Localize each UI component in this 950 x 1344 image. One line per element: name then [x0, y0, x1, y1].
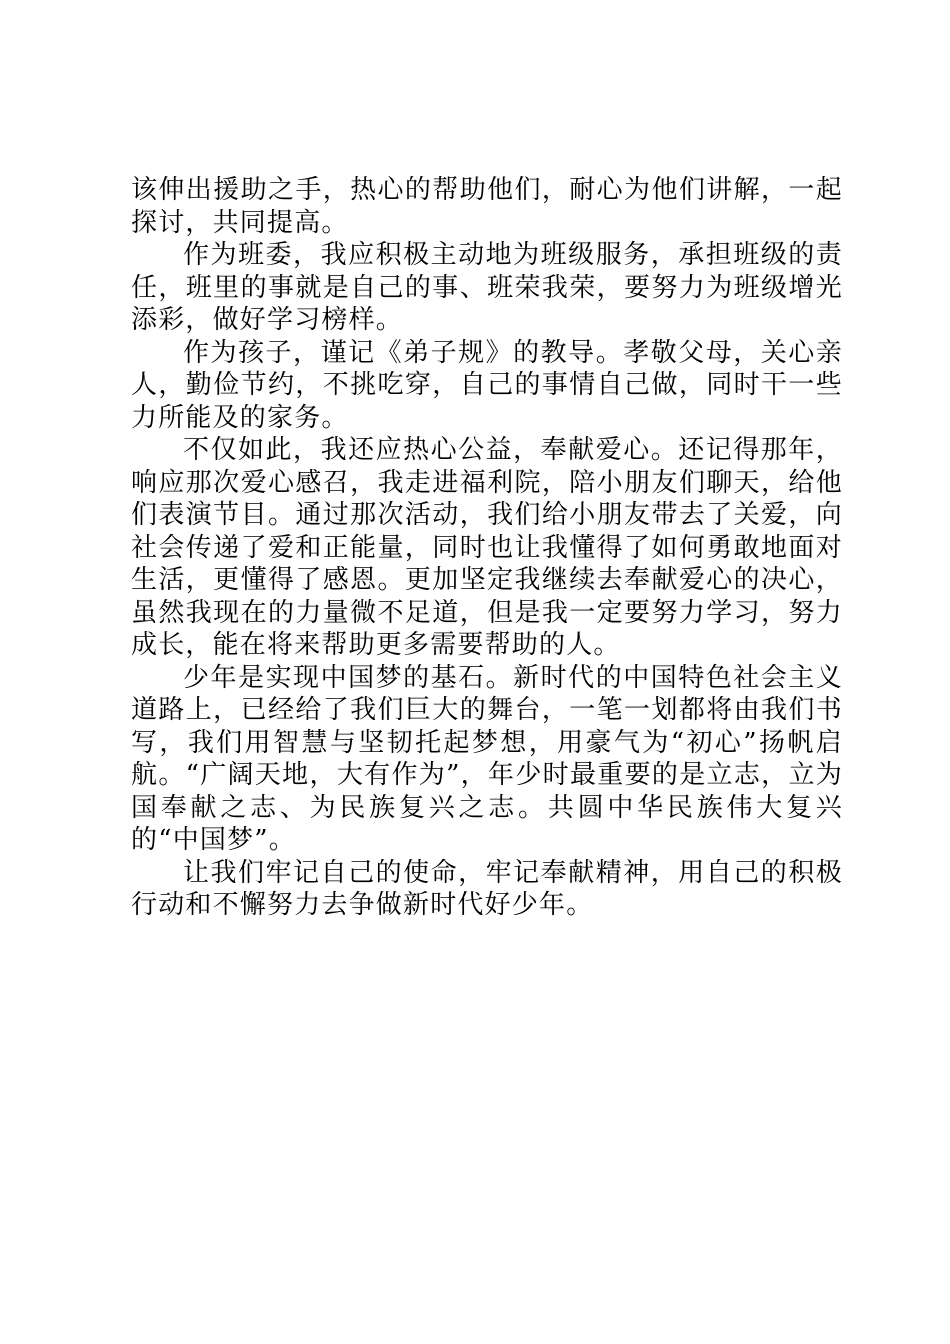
paragraph-conclusion: 让我们牢记自己的使命，牢记奉献精神，用自己的积极行动和不懈努力去争做新时代好少年。	[131, 857, 843, 920]
paragraph-chinese-dream: 少年是实现中国梦的基石。新时代的中国特色社会主义道路上，已经给了我们巨大的舞台，一笔一划都将由我们书写，我们用智慧与坚韧托起梦想，用豪气为“初心”扬帆启航。“广阔天地，大有作为”，年少时最重要的是立志，立为国奉献之志、为民族复兴之志。共圆中华民族伟大复兴的“中国梦”。	[131, 662, 843, 855]
paragraph-continued: 该伸出援助之手，热心的帮助他们，耐心为他们讲解，一起探讨，共同提高。	[131, 175, 843, 238]
paragraph-class-committee: 作为班委，我应积极主动地为班级服务，承担班级的责任，班里的事就是自己的事、班荣我荣，要努力为班级增光添彩，做好学习榜样。	[131, 240, 843, 335]
document-body	[131, 174, 843, 922]
paragraph-as-child: 作为孩子，谨记《弟子规》的教导。孝敬父母，关心亲人，勤俭节约，不挑吃穿，自己的事情自己做，同时干一些力所能及的家务。	[131, 337, 843, 433]
paragraph-public-welfare: 不仅如此，我还应热心公益，奉献爱心。还记得那年，响应那次爱心感召，我走进福利院，陪小朋友们聊天，给他们表演节目。通过那次活动，我们给小朋友带去了关爱，向社会传递了爱和正能量，同时也让我懂得了如何勇敢地面对生活，更懂得了感恩。更加坚定我继续去奉献爱心的决心，虽然我现在的力量微不足道，但是我一定要努力学习，努力成长，能在将来帮助更多需要帮助的人。	[131, 435, 843, 660]
